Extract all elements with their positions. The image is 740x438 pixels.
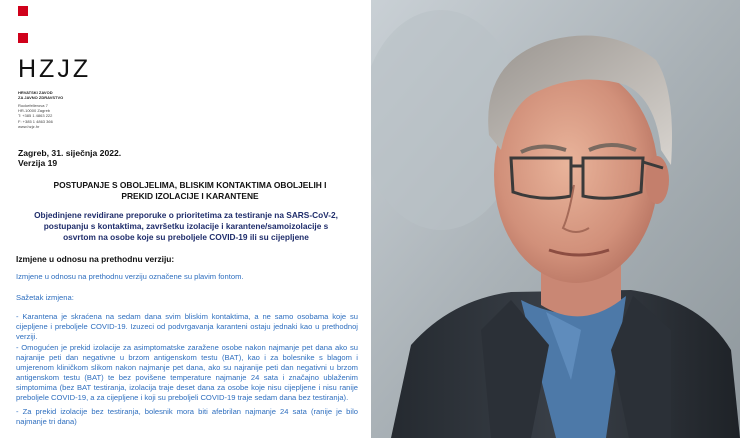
document-version: Verzija 19 (18, 158, 58, 168)
document-date: Zagreb, 31. siječnja 2022. (18, 148, 122, 158)
document-title: POSTUPANJE S OBOLJELIMA, BLISKIM KONTAKTIMA OBOLJELIH I PREKID IZOLACIJE I KARANTENE (53, 180, 327, 201)
change-note: Izmjene u odnosu na prethodnu verziju označene su plavim fontom. (16, 272, 244, 281)
section-heading: Izmjene u odnosu na prethodnu verziju: (16, 254, 175, 264)
logo-text: HZJZ (18, 55, 92, 83)
summary-label: Sažetak izmjena: (16, 293, 74, 302)
logo-mark (18, 33, 28, 43)
logo-mark-top (18, 6, 28, 16)
document-intro: Objedinjene revidirane preporuke o prioritetima za testiranje na SARS-CoV-2, postupanju s kontaktima, završetku izolacije i karantene/samoizolacije s osvrtom na osobe koje su preboljele COVID-19 ili su cijepljene (34, 210, 338, 242)
document-page (0, 0, 368, 438)
portrait-illustration (371, 0, 740, 438)
change-bullet: - Karantena je skraćena na sedam dana svim bliskim kontaktima, a ne samo osobama koje su cijepljene i preboljele COVID-19. Izuzeci od podvrgavanja karanteni ostaju jednaki kao u prethodnoj verziji. (16, 312, 358, 342)
institute-name: HRVATSKI ZAVOD ZA JAVNO ZDRAVSTVO (18, 90, 64, 101)
portrait-photo (371, 0, 740, 438)
change-bullet: - Omogućen je prekid izolacije za asimptomatske zaražene osobe nakon najmanje pet dana ako su najranije peti dan negativne u brzom antigenskom testu (BAT), kao i za bolesnike s blagom i umjerenom kliničkom slikom nakon najmanje pet dana, ako su najranije peti dan negativni u brzom antigenskom testu (BAT) te bez povišene temperature najmanje 24 sata i značajno ublaženim simptomima (bez BAT testiranja, izolacija traje deset dana za osobe koje nisu cijepljene i nisu ranije preboljele COVID-19, a za cijepljene i koji su preboljeli COVID-19 traje sedam dana bez testiranja). (16, 343, 358, 403)
address-block: Rockefellerova 7 HR-10000 Zagreb T: +385 1 4863 222 F: +385 1 4863 366 www.hzjz.hr (18, 103, 53, 129)
change-bullet: - Za prekid izolacije bez testiranja, bolesnik mora biti afebrilan najmanje 24 sata (ranije je bilo najmanje tri dana) (16, 407, 358, 427)
